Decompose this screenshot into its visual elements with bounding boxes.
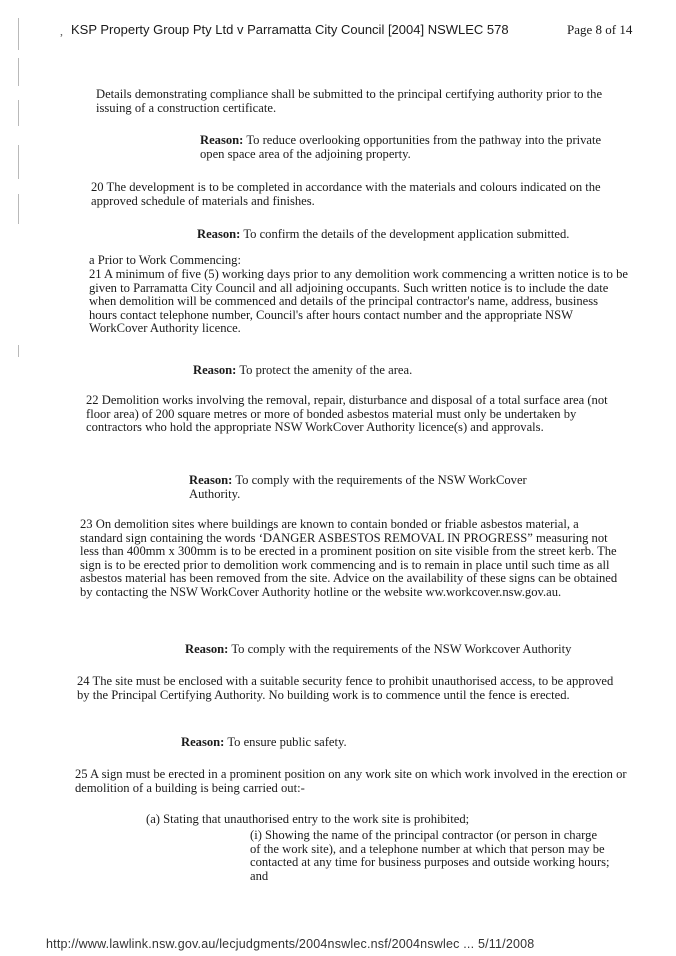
condition-21: 21 A minimum of five (5) working days prior to any demolition work commencing a written notice is to be given to Parramatta City Council and all adjoining occupants. Such written notice is to include the date when demolition will be commenced and details of the principal contractor's name, address, business hours contact telephone number, Council's after hours contact number and the appropriate NSW WorkCover Authority licence. bbox=[89, 267, 628, 335]
reason-text: To confirm the details of the development application submitted. bbox=[243, 227, 570, 241]
condition-22: 22 Demolition works involving the removal, repair, disturbance and disposal of a total surface area (not floor area) of 200 square metres or more of bonded asbestos material must only be undertaken by contractors who hold the appropriate NSW WorkCover Authority licence(s) and approvals. bbox=[86, 393, 608, 434]
condition-24: 24 The site must be enclosed with a suitable security fence to prohibit unauthorised access, to be approved by the Principal Certifying Authority. No building work is to commence until the fence is erected. bbox=[77, 674, 614, 702]
reason-text: To protect the amenity of the area. bbox=[239, 363, 413, 377]
header-bullet: , bbox=[60, 24, 63, 38]
condition-23: 23 On demolition sites where buildings are known to contain bonded or friable asbestos material, a standard sign containing the words ‘DANGER ASBESTOS REMOVAL IN PROGRESS” measuring not less than 400mm x 300mm is to be erected in a prominent position on site visible from the street kerb. The sign is to be erected prior to demolition work commencing and is to remain in place until such time as all asbestos material has been removed from the site. Advice on the availability of these signs can be obtained by contacting the NSW WorkCover Authority hotline or the website ww.workcover.nsw.gov.au. bbox=[80, 517, 618, 599]
reason-text: To ensure public safety. bbox=[227, 735, 347, 749]
reason-block bbox=[193, 364, 613, 378]
page-number: Page 8 of 14 bbox=[567, 22, 633, 37]
source-url-footer: http://www.lawlink.nsw.gov.au/lecjudgments/2004nswlec.nsf/2004nswlec ... 5/11/2008 bbox=[46, 937, 535, 951]
condition-20: 20 The development is to be completed in accordance with the materials and colours indicated on the approved schedule of materials and finishes. bbox=[91, 180, 601, 208]
details-paragraph: Details demonstrating compliance shall be submitted to the principal certifying authority prior to the issuing of a construction certificate. bbox=[96, 87, 603, 115]
section-heading: a Prior to Work Commencing: bbox=[89, 253, 241, 267]
reason-label: Reason: bbox=[193, 363, 237, 377]
scan-margin-mark bbox=[18, 18, 19, 50]
reason-label: Reason: bbox=[189, 473, 233, 487]
condition-25-item-a: (a) Stating that unauthorised entry to the work site is prohibited; bbox=[146, 812, 470, 826]
reason-label: Reason: bbox=[181, 735, 225, 749]
scan-margin-mark bbox=[18, 100, 19, 126]
condition-25: 25 A sign must be erected in a prominent position on any work site on which work involved in the erection or demolition of a building is being carried out:- bbox=[75, 767, 627, 795]
reason-block bbox=[200, 134, 610, 161]
reason-block bbox=[197, 228, 617, 242]
reason-block bbox=[181, 736, 601, 750]
scan-margin-mark bbox=[18, 345, 19, 357]
scan-margin-mark bbox=[18, 145, 19, 179]
scan-margin-mark bbox=[18, 58, 19, 86]
reason-label: Reason: bbox=[200, 133, 244, 147]
reason-text: To reduce overlooking opportunities from the pathway into the private open space area of the adjoining property. bbox=[200, 133, 602, 161]
scan-margin-mark bbox=[18, 194, 19, 224]
case-title: KSP Property Group Pty Ltd v Parramatta City Council [2004] NSWLEC 578 bbox=[71, 22, 509, 37]
reason-text: To comply with the requirements of the NSW Workcover Authority bbox=[231, 642, 572, 656]
reason-label: Reason: bbox=[197, 227, 241, 241]
reason-text: To comply with the requirements of the NSW WorkCover Authority. bbox=[189, 473, 527, 501]
reason-block bbox=[189, 474, 574, 501]
reason-label: Reason: bbox=[185, 642, 229, 656]
condition-25-item-a-i: (i) Showing the name of the principal contractor (or person in charge of the work site), and a telephone number at which that person may be contacted at any time for business purposes and outside working hours; and bbox=[250, 828, 610, 883]
reason-block bbox=[185, 643, 620, 657]
